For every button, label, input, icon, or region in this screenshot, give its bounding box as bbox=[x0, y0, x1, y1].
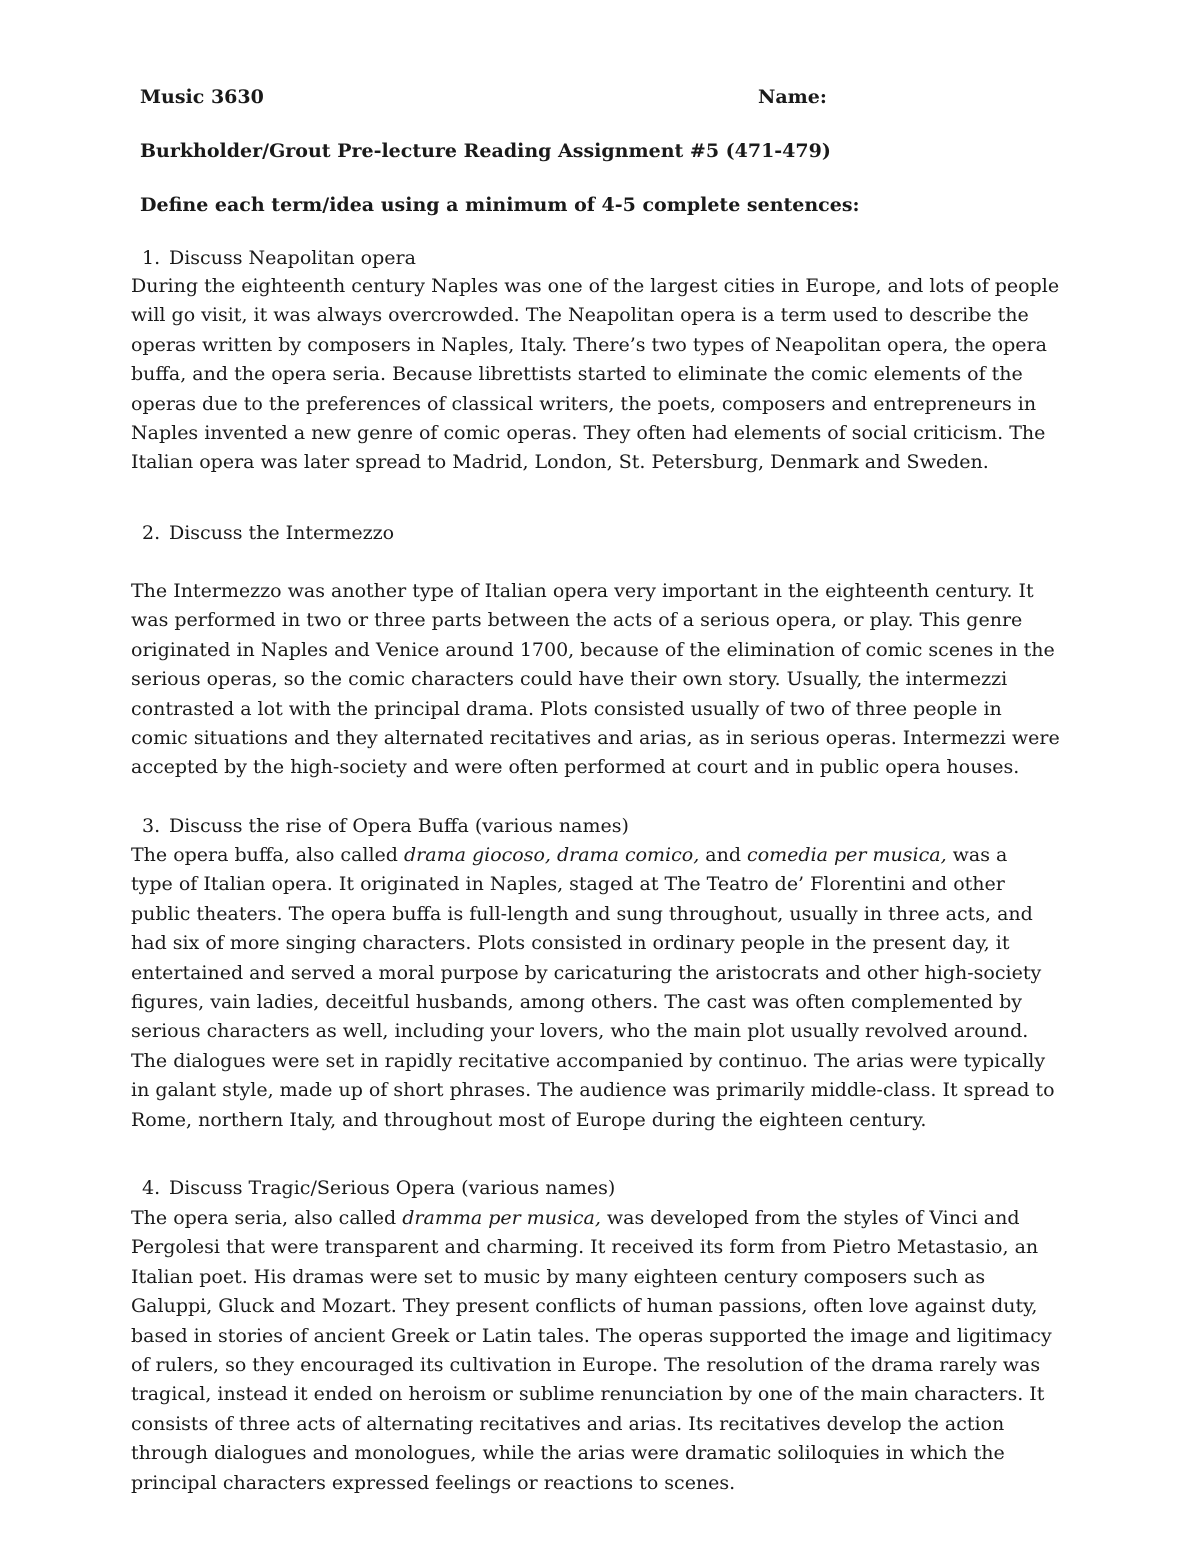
question-prompt: Discuss the rise of Opera Buffa (various names) bbox=[169, 815, 629, 837]
answer-line: Italian poet. His dramas were set to music by many eighteen century composers such as bbox=[131, 1265, 986, 1288]
answer-line: serious characters as well, including your lovers, who the main plot usually revolved around. bbox=[131, 1020, 1029, 1043]
answer-line: accepted by the high-society and were often performed at court and in public opera houses. bbox=[131, 756, 1020, 779]
answer-line: operas due to the preferences of classical writers, the poets, composers and entrepreneurs in bbox=[131, 392, 1037, 415]
answer-line: Galuppi, Gluck and Mozart. They present conflicts of human passions, often love against duty, bbox=[131, 1295, 1038, 1318]
answer-line: Italian opera was later spread to Madrid, London, St. Petersburg, Denmark and Sweden. bbox=[131, 451, 989, 474]
answer-line: comic situations and they alternated recitatives and arias, as in serious operas. Intermezzi were bbox=[131, 727, 1060, 750]
question-prompt: Discuss Neapolitan opera bbox=[169, 247, 416, 269]
question-heading bbox=[142, 815, 629, 837]
answer-line: principal characters expressed feelings or reactions to scenes. bbox=[131, 1471, 736, 1494]
instruction-text: Define each term/idea using a minimum of 4-5 complete sentences: bbox=[140, 194, 860, 216]
italic-term: comedia per musica, bbox=[747, 844, 947, 866]
answer-line: Naples invented a new genre of comic operas. They often had elements of social criticism. The bbox=[131, 422, 1046, 445]
question-prompt: Discuss Tragic/Serious Opera (various names) bbox=[169, 1177, 616, 1199]
answer-paragraph bbox=[131, 1204, 1052, 1498]
course-label: Music 3630 bbox=[140, 86, 264, 108]
answer-line: The dialogues were set in rapidly recitative accompanied by continuo. The arias were typically bbox=[131, 1049, 1046, 1072]
answer-line: public theaters. The opera buffa is full-length and sung throughout, usually in three acts, and bbox=[131, 902, 1033, 925]
italic-term: drama giocoso, drama comico, bbox=[404, 844, 700, 866]
answer-line: was performed in two or three parts between the acts of a serious opera, or play. This genre bbox=[131, 609, 1023, 632]
answer-line: serious operas, so the comic characters could have their own story. Usually, the intermezzi bbox=[131, 668, 1008, 691]
answer-line: During the eighteenth century Naples was one of the largest cities in Europe, and lots of people bbox=[131, 275, 1060, 297]
answer-line: originated in Naples and Venice around 1700, because of the elimination of comic scenes in the bbox=[131, 638, 1055, 661]
answer-line: figures, vain ladies, deceitful husbands, among others. The cast was often complemented by bbox=[131, 991, 1023, 1014]
answer-line: of rulers, so they encouraged its cultivation in Europe. The resolution of the drama rarely was bbox=[131, 1354, 1041, 1377]
answer-line: The Intermezzo was another type of Italian opera very important in the eighteenth century. It bbox=[131, 580, 1034, 602]
question-prompt: Discuss the Intermezzo bbox=[169, 522, 395, 544]
question-number: 3. bbox=[142, 815, 161, 837]
answer-line: consists of three acts of alternating recitatives and arias. Its recitatives develop the action bbox=[131, 1412, 1005, 1435]
answer-line: based in stories of ancient Greek or Latin tales. The operas supported the image and ligitimacy bbox=[131, 1324, 1052, 1347]
answer-line: The opera buffa, also called drama giocoso, drama comico, and comedia per musica, was a bbox=[131, 844, 1008, 866]
answer-line: will go visit, it was always overcrowded. The Neapolitan opera is a term used to describe the bbox=[131, 304, 1029, 327]
question-number: 4. bbox=[142, 1177, 161, 1199]
answer-line: operas written by composers in Naples, Italy. There’s two types of Neapolitan opera, the opera bbox=[131, 333, 1047, 356]
assignment-title: Burkholder/Grout Pre-lecture Reading Assignment #5 (471-479) bbox=[140, 140, 831, 162]
question-number: 1. bbox=[142, 247, 161, 269]
answer-paragraph bbox=[131, 841, 1055, 1135]
answer-line: entertained and served a moral purpose by caricaturing the aristocrats and other high-society bbox=[131, 961, 1042, 984]
question-heading bbox=[142, 247, 416, 269]
answer-line: buffa, and the opera seria. Because librettists started to eliminate the comic elements of the bbox=[131, 363, 1023, 386]
answer-line: type of Italian opera. It originated in Naples, staged at The Teatro de’ Florentini and other bbox=[131, 873, 1005, 896]
answer-line: tragical, instead it ended on heroism or sublime renunciation by one of the main characters. It bbox=[131, 1383, 1045, 1406]
answer-paragraph bbox=[131, 272, 1060, 478]
question-number: 2. bbox=[142, 522, 161, 544]
answer-line: The opera seria, also called dramma per musica, was developed from the styles of Vinci and bbox=[131, 1207, 1020, 1229]
question-heading bbox=[142, 1177, 615, 1199]
answer-line: had six of more singing characters. Plots consisted in ordinary people in the present day, it bbox=[131, 932, 1010, 955]
answer-line: Pergolesi that were transparent and charming. It received its form from Pietro Metastasio, an bbox=[131, 1236, 1039, 1259]
answer-line: contrasted a lot with the principal drama. Plots consisted usually of two of three people in bbox=[131, 697, 1002, 720]
question-heading bbox=[142, 522, 394, 544]
answer-line: in galant style, made up of short phrases. The audience was primarily middle-class. It spread to bbox=[131, 1079, 1055, 1102]
answer-line: through dialogues and monologues, while the arias were dramatic soliloquies in which the bbox=[131, 1442, 1005, 1465]
name-label: Name: bbox=[758, 86, 827, 108]
answer-paragraph bbox=[131, 577, 1060, 783]
italic-term: dramma per musica, bbox=[402, 1207, 601, 1229]
answer-line: Rome, northern Italy, and throughout most of Europe during the eighteen century. bbox=[131, 1108, 927, 1131]
